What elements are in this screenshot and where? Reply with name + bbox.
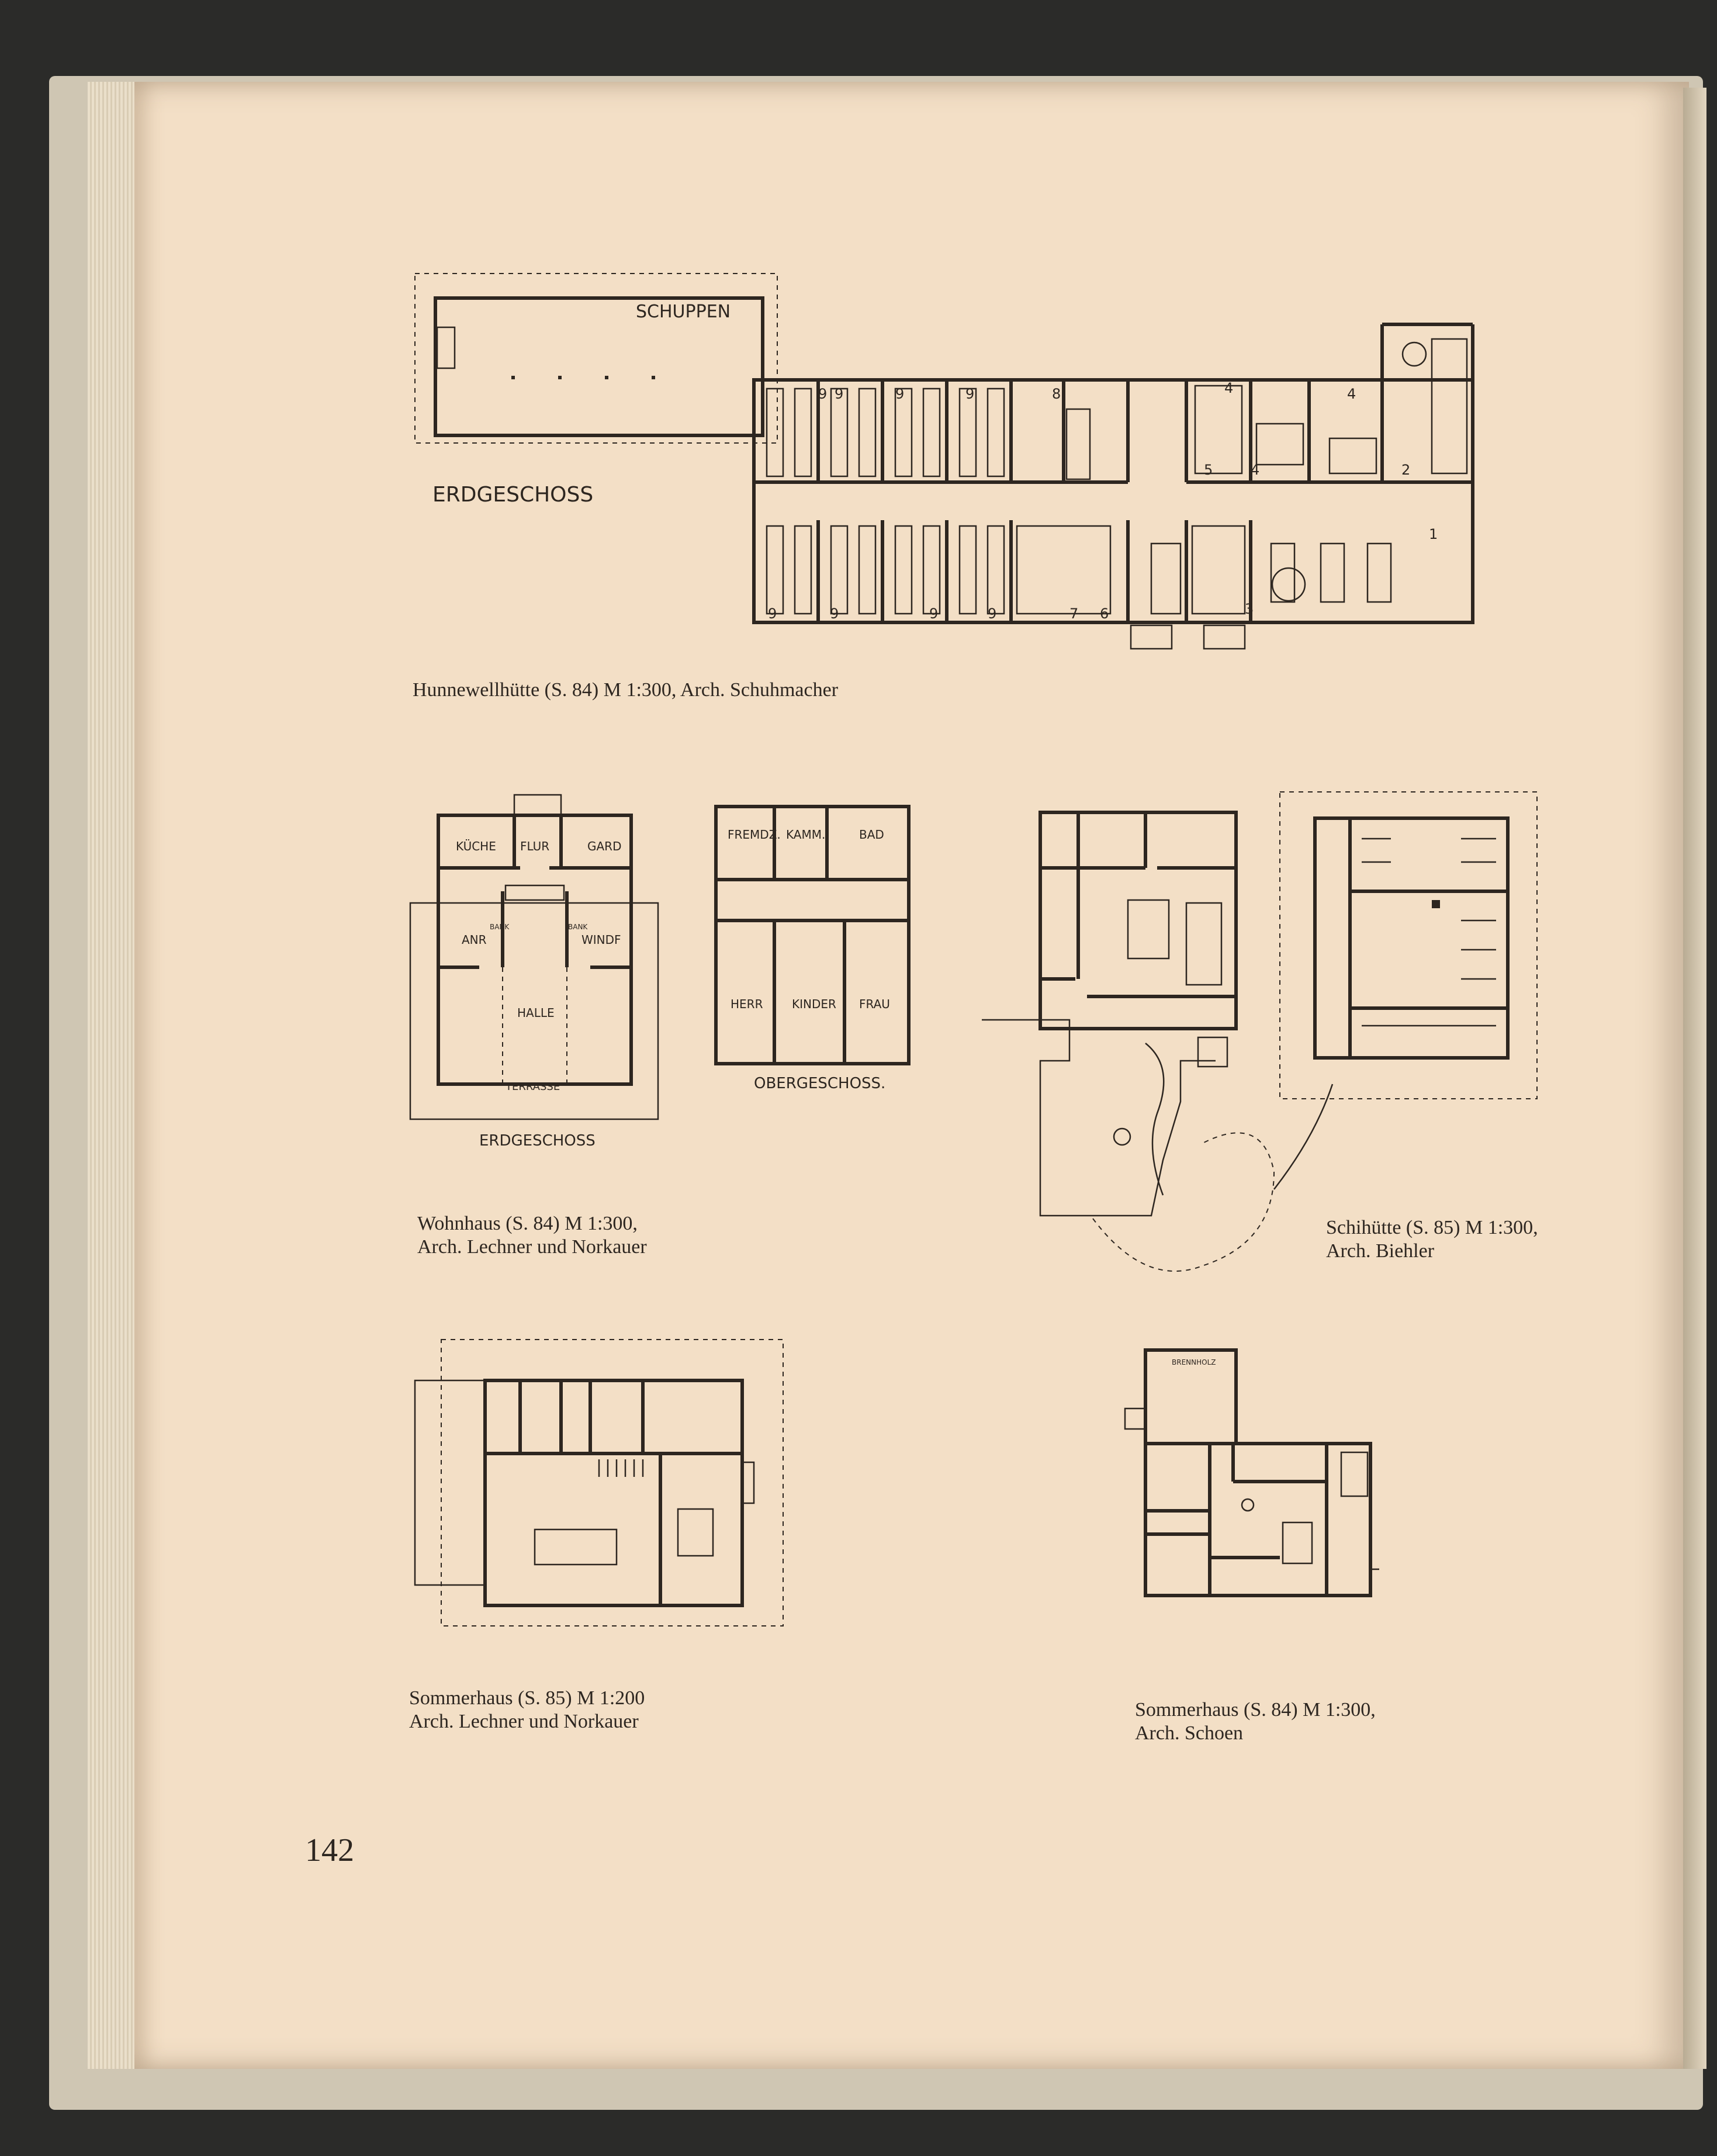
room-number: 7 xyxy=(1069,605,1079,622)
room-number: 9 xyxy=(818,386,828,402)
wohnhaus-ground-floor-plan xyxy=(409,792,666,1154)
hunnewell-caption: Hunnewellhütte (S. 84) M 1:300, Arch. Schuhmacher xyxy=(413,679,839,701)
sommerhaus-lechner-caption-line1: Sommerhaus (S. 85) M 1:200 xyxy=(409,1687,645,1709)
wohnhaus-caption-line2: Arch. Lechner und Norkauer xyxy=(417,1236,647,1258)
sommerhaus-lechner-floor-plan xyxy=(409,1334,789,1632)
room-number: 4 xyxy=(1251,462,1260,478)
room-number: 9 xyxy=(895,386,905,402)
room-number: 9 xyxy=(835,386,844,402)
room-number: 3 xyxy=(1245,601,1254,617)
room-number: 4 xyxy=(1224,380,1234,396)
schihuette-caption-line2: Arch. Biehler xyxy=(1326,1240,1435,1262)
binding-edge xyxy=(1683,88,1706,2069)
room-number: 4 xyxy=(1347,386,1356,402)
room-number: 9 xyxy=(965,386,975,402)
page-edges xyxy=(88,82,140,2069)
sommerhaus-schoen-caption-line2: Arch. Schoen xyxy=(1135,1722,1244,1744)
room-label: ANR xyxy=(462,933,487,947)
room-number: 5 xyxy=(1204,462,1213,478)
shed-label: SCHUPPEN xyxy=(636,302,731,322)
room-label: WINDF xyxy=(581,933,621,947)
floor-title: ERDGESCHOSS xyxy=(479,1132,596,1150)
schihuette-caption-line1: Schihütte (S. 85) M 1:300, xyxy=(1326,1217,1538,1238)
room-number: 8 xyxy=(1052,386,1061,402)
page-number: 142 xyxy=(305,1832,354,1868)
room-label: BANK xyxy=(568,923,588,931)
room-number: 6 xyxy=(1100,605,1109,622)
room-label: HALLE xyxy=(517,1006,555,1020)
sommerhaus-lechner-caption-line2: Arch. Lechner und Norkauer xyxy=(409,1711,639,1732)
room-number: 9 xyxy=(830,605,839,622)
room-label: BANK xyxy=(490,923,510,931)
sommerhaus-schoen-floor-plan xyxy=(1122,1341,1385,1604)
room-label: BAD xyxy=(859,828,884,842)
room-label: KAMM. xyxy=(786,828,826,842)
wohnhaus-upper-floor-plan xyxy=(710,804,920,1096)
hunnewell-floor-plan xyxy=(409,269,1479,678)
room-label: TERRASSE xyxy=(506,1081,560,1093)
room-label: KÜCHE xyxy=(456,839,496,853)
room-number: 2 xyxy=(1401,462,1411,478)
room-number: 9 xyxy=(988,605,997,622)
room-label: KINDER xyxy=(792,997,836,1011)
firewood-label: BRENNHOLZ xyxy=(1172,1358,1216,1366)
room-number: 9 xyxy=(929,605,939,622)
schihuette-floor-plans xyxy=(970,786,1543,1289)
wohnhaus-caption-line1: Wohnhaus (S. 84) M 1:300, xyxy=(417,1213,638,1234)
room-label: FLUR xyxy=(520,839,550,853)
ground-floor-label: ERDGESCHOSS xyxy=(432,483,594,507)
room-label: FREMDZ. xyxy=(728,828,781,842)
sommerhaus-schoen-caption-line1: Sommerhaus (S. 84) M 1:300, xyxy=(1135,1699,1376,1721)
room-number: 9 xyxy=(768,605,777,622)
floor-title: OBERGESCHOSS. xyxy=(754,1075,886,1092)
room-label: GARD xyxy=(587,839,622,853)
room-label: HERR xyxy=(731,997,763,1011)
room-label: FRAU xyxy=(859,997,890,1011)
room-number: 1 xyxy=(1429,526,1438,542)
